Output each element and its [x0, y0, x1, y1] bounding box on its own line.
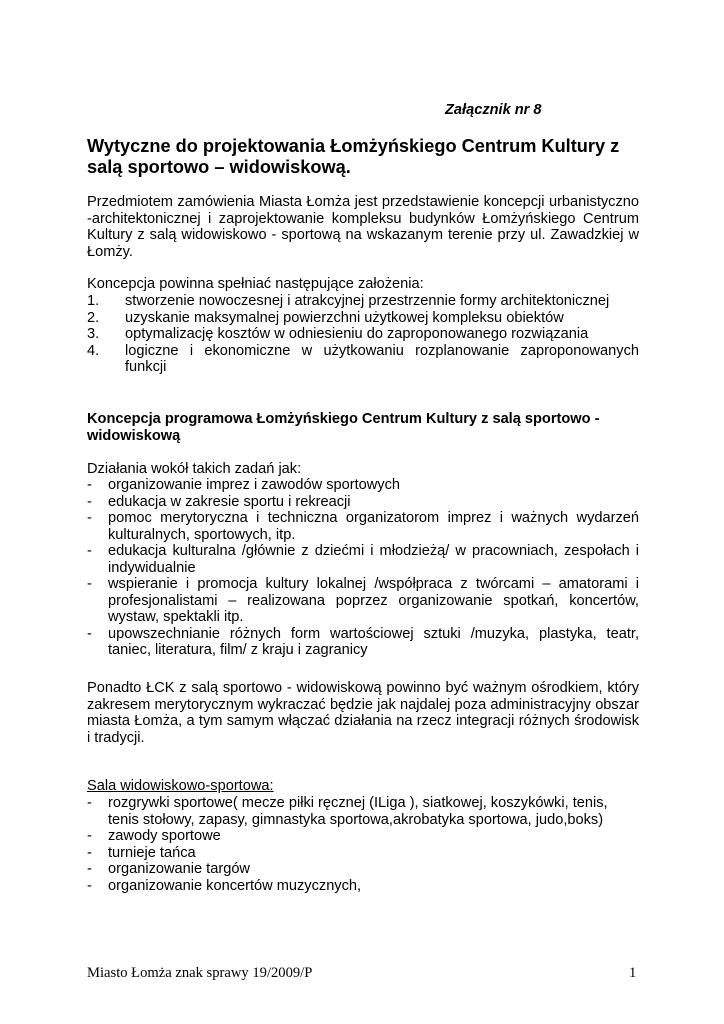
- hall-item: [87, 878, 627, 895]
- dash-bullet: -: [87, 576, 92, 592]
- hall-heading: Sala widowiskowo-sportowa:: [87, 778, 274, 794]
- dash-bullet: -: [87, 493, 92, 510]
- dash-bullet: -: [87, 861, 92, 877]
- concept-item-number: 1.: [87, 293, 100, 309]
- concept-item-4: [87, 343, 639, 376]
- annex-label: Załącznik nr 8: [445, 102, 542, 118]
- program-heading: Koncepcja programowa Łomżyńskiego Centrum Kultury z salą sportowo - widowiskową: [87, 411, 600, 444]
- program-item: [87, 543, 639, 576]
- dash-bullet: -: [87, 828, 92, 844]
- concept-item-1: [87, 293, 639, 310]
- concept-item-3: [87, 326, 639, 343]
- program-item: [87, 494, 639, 511]
- hall-item-text: turnieje tańca: [108, 844, 196, 861]
- program-item: [87, 477, 639, 494]
- program-item: [87, 576, 639, 626]
- hall-list: [87, 795, 627, 894]
- concept-list: [87, 293, 639, 376]
- program-item-text: pomoc merytoryczna i techniczna organizatorom imprez i ważnych wydarzeń kulturalnych, sportowych, itp.: [108, 510, 639, 543]
- program-list: [87, 477, 639, 659]
- program-item: [87, 510, 639, 543]
- program-item-text: wspieranie i promocja kultury lokalnej /współpraca z twórcami – amatorami i profesjonalistami – realizowana poprzez organizowanie spotkań, koncertów, wystaw, spektakli itp.: [108, 576, 639, 625]
- dash-bullet: -: [87, 877, 92, 894]
- footer-case-number: Miasto Łomża znak sprawy 19/2009/P: [87, 965, 313, 981]
- concept-item-text: logiczne i ekonomiczne w użytkowaniu rozplanowanie zaproponowanych funkcji: [125, 342, 639, 375]
- page-number: 1: [629, 965, 637, 981]
- hall-item: [87, 845, 627, 862]
- hall-item-text: rozgrywki sportowe( mecze piłki ręcznej (ILiga ), siatkowej, koszykówki, tenis, tenis stołowy, zapasy, gimnastyka sportowa,akrobatyka sportowa, judo,boks): [108, 795, 608, 828]
- dash-bullet: -: [87, 477, 92, 493]
- hall-item: [87, 861, 627, 878]
- concept-lead: Koncepcja powinna spełniać następujące założenia:: [87, 276, 424, 292]
- concept-item-number: 2.: [87, 309, 100, 326]
- dash-bullet: -: [87, 510, 92, 526]
- concept-item-number: 3.: [87, 326, 100, 342]
- program-lead: Działania wokół takich zadań jak:: [87, 461, 302, 477]
- program-item-text: edukacja w zakresie sportu i rekreacji: [108, 493, 351, 510]
- dash-bullet: -: [87, 844, 92, 861]
- concept-item-text: uzyskanie maksymalnej powierzchni użytkowej kompleksu obiektów: [125, 309, 564, 326]
- intro-paragraph: Przedmiotem zamówienia Miasta Łomża jest przedstawienie koncepcji urbanistyczno -architektonicznej i zaprojektowanie kompleksu budynków Łomżyńskiego Centrum Kultury z salą widowiskowo - sportową na wskazanym terenie przy ul. Zawadzkiej w Łomży.: [87, 194, 639, 260]
- hall-item-text: organizowanie targów: [108, 861, 250, 877]
- concept-item-number: 4.: [87, 342, 100, 359]
- concept-item-text: stworzenie nowoczesnej i atrakcyjnej przestrzennie formy architektonicznej: [125, 293, 610, 309]
- program-closing-paragraph: Ponadto ŁCK z salą sportowo - widowiskową powinno być ważnym ośrodkiem, który zakresem merytorycznym wykraczać będzie jak najdalej poza administracyjny obszar miasta Łomża, a tym samym włączać działania na rzecz integracji różnych środowisk i tradycji.: [87, 680, 639, 746]
- hall-item-text: zawody sportowe: [108, 828, 221, 844]
- program-item-text: edukacja kulturalna /głównie z dziećmi i młodzieżą/ w pracowniach, zespołach i indywidualnie: [108, 543, 639, 576]
- program-item-text: organizowanie imprez i zawodów sportowych: [108, 477, 401, 493]
- dash-bullet: -: [87, 795, 92, 811]
- concept-item-2: [87, 310, 639, 327]
- program-item-text: upowszechnianie różnych form wartościowej sztuki /muzyka, plastyka, teatr, taniec, literatura, film/ z kraju i zagranicy: [108, 625, 639, 658]
- hall-item: [87, 795, 627, 828]
- dash-bullet: -: [87, 625, 92, 642]
- hall-item-text: organizowanie koncertów muzycznych,: [108, 877, 362, 894]
- concept-item-text: optymalizację kosztów w odniesieniu do zaproponowanego rozwiązania: [125, 326, 589, 342]
- program-item: [87, 626, 639, 659]
- hall-item: [87, 828, 627, 845]
- document-title: Wytyczne do projektowania Łomżyńskiego Centrum Kultury z salą sportowo – widowiskową.: [87, 136, 620, 177]
- dash-bullet: -: [87, 543, 92, 559]
